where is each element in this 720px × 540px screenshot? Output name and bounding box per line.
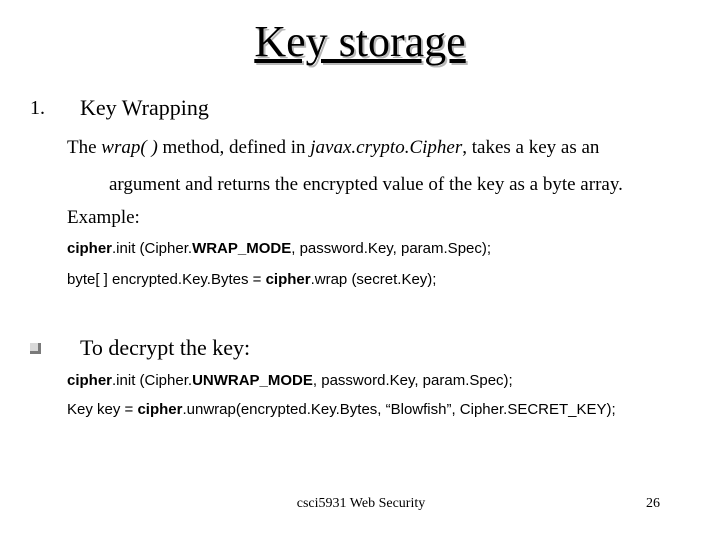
square-bullet-icon bbox=[30, 343, 41, 354]
numbered-list-marker: 1. bbox=[30, 97, 45, 119]
code-keyword-cipher: cipher bbox=[67, 372, 113, 389]
paragraph-line-2: argument and returns the encrypted value of the key as a byte array. bbox=[109, 174, 623, 195]
section-heading-key-wrapping: Key Wrapping bbox=[80, 95, 209, 120]
example-label: Example: bbox=[67, 207, 140, 228]
para-text-1: The bbox=[67, 137, 102, 158]
code-text: .init (Cipher. bbox=[112, 240, 193, 257]
code-text: Key key = bbox=[67, 401, 138, 418]
paragraph-line-1 bbox=[67, 135, 599, 161]
code-line-wrap-call bbox=[67, 270, 436, 290]
code-keyword-unwrap-mode: UNWRAP_MODE bbox=[192, 372, 313, 389]
code-text: , password.Key, param.Spec); bbox=[291, 240, 492, 257]
code-line-unwrap-init bbox=[67, 371, 513, 391]
code-line-unwrap-call bbox=[67, 400, 616, 420]
page-number: 26 bbox=[646, 496, 660, 511]
para-italic-cipher-class: javax.crypto.Cipher bbox=[310, 137, 463, 158]
slide-title bbox=[0, 14, 720, 70]
code-keyword-wrap-mode: WRAP_MODE bbox=[192, 240, 292, 257]
code-text: , password.Key, param.Spec); bbox=[312, 372, 513, 389]
code-text: .wrap (secret.Key); bbox=[310, 271, 437, 288]
code-keyword-cipher: cipher bbox=[265, 271, 311, 288]
section-heading-decrypt: To decrypt the key: bbox=[80, 335, 251, 360]
code-text: byte[ ] encrypted.Key.Bytes = bbox=[67, 271, 266, 288]
para-text-3: , takes a key as an bbox=[462, 137, 600, 158]
para-text-2: method, defined in bbox=[157, 137, 311, 158]
code-line-wrap-init bbox=[67, 239, 491, 259]
slide-title-text: Key storage bbox=[254, 17, 466, 66]
code-text: .init (Cipher. bbox=[112, 372, 193, 389]
code-keyword-cipher: cipher bbox=[67, 240, 113, 257]
footer-course-label: csci5931 Web Security bbox=[296, 496, 426, 511]
para-italic-wrap: wrap( ) bbox=[101, 137, 158, 158]
code-keyword-cipher: cipher bbox=[137, 401, 183, 418]
code-text: .unwrap(encrypted.Key.Bytes, “Blowfish”, Cipher.SECRET_KEY); bbox=[182, 401, 616, 418]
